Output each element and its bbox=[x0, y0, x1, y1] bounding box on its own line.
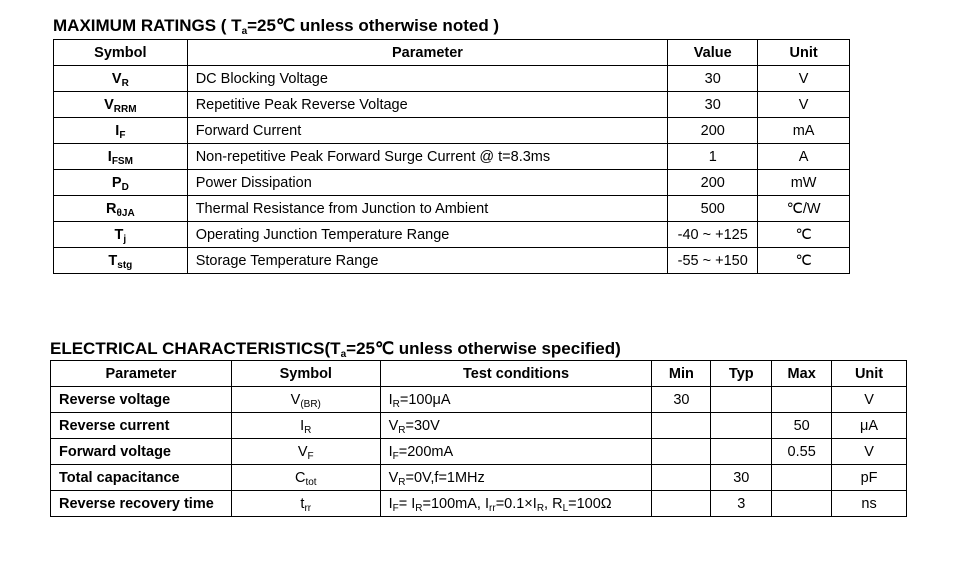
typ-cell bbox=[711, 439, 772, 465]
condition-subscript: R bbox=[392, 398, 400, 410]
unit-cell: A bbox=[758, 144, 850, 170]
header-max: Max bbox=[772, 361, 832, 387]
value-cell: -40 ~ +125 bbox=[668, 222, 758, 248]
header-min: Min bbox=[652, 361, 711, 387]
unit-cell: V bbox=[832, 387, 907, 413]
header-test-conditions: Test conditions bbox=[380, 361, 652, 387]
symbol-subscript: RRM bbox=[113, 103, 137, 115]
symbol-subscript: θJA bbox=[116, 207, 135, 219]
min-cell bbox=[652, 439, 711, 465]
unit-cell: ℃ bbox=[758, 248, 850, 274]
unit-cell: ns bbox=[832, 491, 907, 517]
parameter-cell: Storage Temperature Range bbox=[187, 248, 668, 274]
table-row bbox=[51, 387, 907, 413]
table-row bbox=[51, 439, 907, 465]
condition-text: =200mA bbox=[398, 443, 454, 460]
value-cell: 500 bbox=[668, 196, 758, 222]
unit-cell: pF bbox=[832, 465, 907, 491]
parameter-cell: Thermal Resistance from Junction to Ambient bbox=[187, 196, 668, 222]
symbol-cell bbox=[231, 413, 380, 439]
parameter-cell: Reverse current bbox=[51, 413, 232, 439]
condition-text: V bbox=[388, 469, 399, 486]
table-header-row bbox=[54, 40, 850, 66]
symbol-letter: T bbox=[114, 226, 124, 243]
parameter-cell: Total capacitance bbox=[51, 465, 232, 491]
table-row bbox=[54, 66, 850, 92]
parameter-cell: DC Blocking Voltage bbox=[187, 66, 668, 92]
test-conditions-cell bbox=[380, 413, 652, 439]
electrical-characteristics-title: ELECTRICAL $CHARACTERISTICS(T_a=25℃$ unless otherwise specified) bbox=[50, 339, 621, 360]
unit-cell: mW bbox=[758, 170, 850, 196]
header-typ: Typ bbox=[711, 361, 772, 387]
condition-text: I bbox=[388, 495, 393, 512]
symbol-cell bbox=[54, 66, 188, 92]
value-cell: 200 bbox=[668, 118, 758, 144]
symbol-letter: R bbox=[106, 200, 117, 217]
symbol-cell bbox=[54, 170, 188, 196]
unit-cell: V bbox=[758, 92, 850, 118]
table-row bbox=[54, 118, 850, 144]
symbol-cell bbox=[54, 144, 188, 170]
table-row bbox=[54, 248, 850, 274]
symbol-subscript: R bbox=[304, 424, 312, 436]
symbol-letter: P bbox=[111, 174, 122, 191]
unit-cell: V bbox=[832, 439, 907, 465]
symbol-cell bbox=[231, 387, 380, 413]
symbol-letter: V bbox=[104, 96, 114, 113]
symbol-subscript: F bbox=[307, 450, 314, 462]
symbol-subscript: (BR) bbox=[300, 398, 321, 410]
symbol-subscript: j bbox=[123, 233, 127, 245]
min-cell: 30 bbox=[652, 387, 711, 413]
condition-text: =0V,f=1MHz bbox=[405, 469, 485, 486]
unit-cell: mA bbox=[758, 118, 850, 144]
condition-text: =0.1×I bbox=[495, 495, 537, 512]
condition-text: , R bbox=[544, 495, 563, 512]
condition-text: = I bbox=[398, 495, 416, 512]
max-cell bbox=[772, 491, 832, 517]
parameter-cell: Reverse voltage bbox=[51, 387, 232, 413]
value-cell: 30 bbox=[668, 92, 758, 118]
condition-subscript: R bbox=[536, 502, 545, 514]
symbol-letter: V bbox=[111, 70, 122, 87]
table-header-row bbox=[51, 361, 907, 387]
condition-text: I bbox=[388, 391, 393, 408]
symbol-letter: V bbox=[290, 391, 301, 408]
header-symbol: Symbol bbox=[231, 361, 380, 387]
parameter-cell: Forward voltage bbox=[51, 439, 232, 465]
symbol-cell bbox=[54, 118, 188, 144]
test-conditions-cell bbox=[380, 465, 652, 491]
header-symbol: Symbol bbox=[54, 40, 188, 66]
symbol-subscript: tot bbox=[305, 476, 317, 488]
test-conditions-cell bbox=[380, 387, 652, 413]
condition-subscript: R bbox=[398, 476, 406, 488]
header-parameter: Parameter bbox=[187, 40, 668, 66]
table-row bbox=[54, 222, 850, 248]
max-ratings-title: MAXIMUM RATINGS ( $T_a=25℃$ unless otherwise noted ) bbox=[53, 16, 500, 37]
min-cell bbox=[652, 413, 711, 439]
symbol-cell bbox=[54, 92, 188, 118]
symbol-subscript: D bbox=[121, 181, 129, 193]
condition-text: I bbox=[388, 443, 393, 460]
symbol-subscript: rr bbox=[304, 502, 312, 514]
table-row bbox=[54, 92, 850, 118]
symbol-letter: I bbox=[115, 122, 120, 139]
max-cell bbox=[772, 465, 832, 491]
unit-cell: μA bbox=[832, 413, 907, 439]
symbol-letter: t bbox=[300, 495, 305, 512]
value-cell: 200 bbox=[668, 170, 758, 196]
symbol-letter: I bbox=[300, 417, 305, 434]
header-unit: Unit bbox=[758, 40, 850, 66]
value-cell: -55 ~ +150 bbox=[668, 248, 758, 274]
table-row bbox=[54, 196, 850, 222]
symbol-cell bbox=[231, 491, 380, 517]
table-row bbox=[51, 465, 907, 491]
symbol-cell bbox=[54, 222, 188, 248]
header-unit: Unit bbox=[832, 361, 907, 387]
typ-cell bbox=[711, 413, 772, 439]
min-cell bbox=[652, 465, 711, 491]
parameter-cell: Operating Junction Temperature Range bbox=[187, 222, 668, 248]
condition-text: =100Ω bbox=[568, 495, 612, 512]
header-value: Value bbox=[668, 40, 758, 66]
unit-cell: ℃/W bbox=[758, 196, 850, 222]
symbol-cell bbox=[231, 439, 380, 465]
typ-cell: 3 bbox=[711, 491, 772, 517]
symbol-subscript: F bbox=[119, 129, 126, 141]
condition-text: =100μA bbox=[399, 391, 451, 408]
parameter-cell: Forward Current bbox=[187, 118, 668, 144]
table-row bbox=[51, 413, 907, 439]
condition-subscript: L bbox=[562, 502, 569, 514]
condition-subscript: F bbox=[392, 450, 399, 462]
table-row bbox=[51, 491, 907, 517]
max-cell bbox=[772, 387, 832, 413]
typ-cell bbox=[711, 387, 772, 413]
parameter-cell: Repetitive Peak Reverse Voltage bbox=[187, 92, 668, 118]
max-ratings-table bbox=[53, 39, 850, 274]
min-cell bbox=[652, 491, 711, 517]
symbol-subscript: FSM bbox=[111, 155, 133, 167]
parameter-cell: Reverse recovery time bbox=[51, 491, 232, 517]
symbol-letter: I bbox=[107, 148, 112, 165]
condition-subscript: R bbox=[398, 424, 406, 436]
condition-subscript: F bbox=[392, 502, 399, 514]
table-row bbox=[54, 170, 850, 196]
condition-text: =100mA, I bbox=[422, 495, 490, 512]
condition-subscript: R bbox=[415, 502, 423, 514]
parameter-cell: Power Dissipation bbox=[187, 170, 668, 196]
symbol-letter: C bbox=[294, 469, 306, 486]
max-cell: 50 bbox=[772, 413, 832, 439]
symbol-subscript: R bbox=[121, 77, 129, 89]
symbol-cell bbox=[54, 196, 188, 222]
symbol-letter: V bbox=[297, 443, 308, 460]
condition-text: V bbox=[388, 417, 399, 434]
parameter-cell: Non-repetitive Peak Forward Surge Current @ t=8.3ms bbox=[187, 144, 668, 170]
header-parameter: Parameter bbox=[51, 361, 232, 387]
unit-cell: V bbox=[758, 66, 850, 92]
electrical-characteristics-table bbox=[50, 360, 907, 517]
test-conditions-cell bbox=[380, 439, 652, 465]
test-conditions-cell bbox=[380, 491, 652, 517]
value-cell: 1 bbox=[668, 144, 758, 170]
symbol-cell bbox=[231, 465, 380, 491]
unit-cell: ℃ bbox=[758, 222, 850, 248]
symbol-cell bbox=[54, 248, 188, 274]
typ-cell: 30 bbox=[711, 465, 772, 491]
max-cell: 0.55 bbox=[772, 439, 832, 465]
condition-subscript: rr bbox=[489, 502, 496, 514]
condition-text: =30V bbox=[405, 417, 440, 434]
value-cell: 30 bbox=[668, 66, 758, 92]
symbol-subscript: stg bbox=[117, 259, 133, 271]
symbol-letter: T bbox=[108, 252, 118, 269]
table-row bbox=[54, 144, 850, 170]
